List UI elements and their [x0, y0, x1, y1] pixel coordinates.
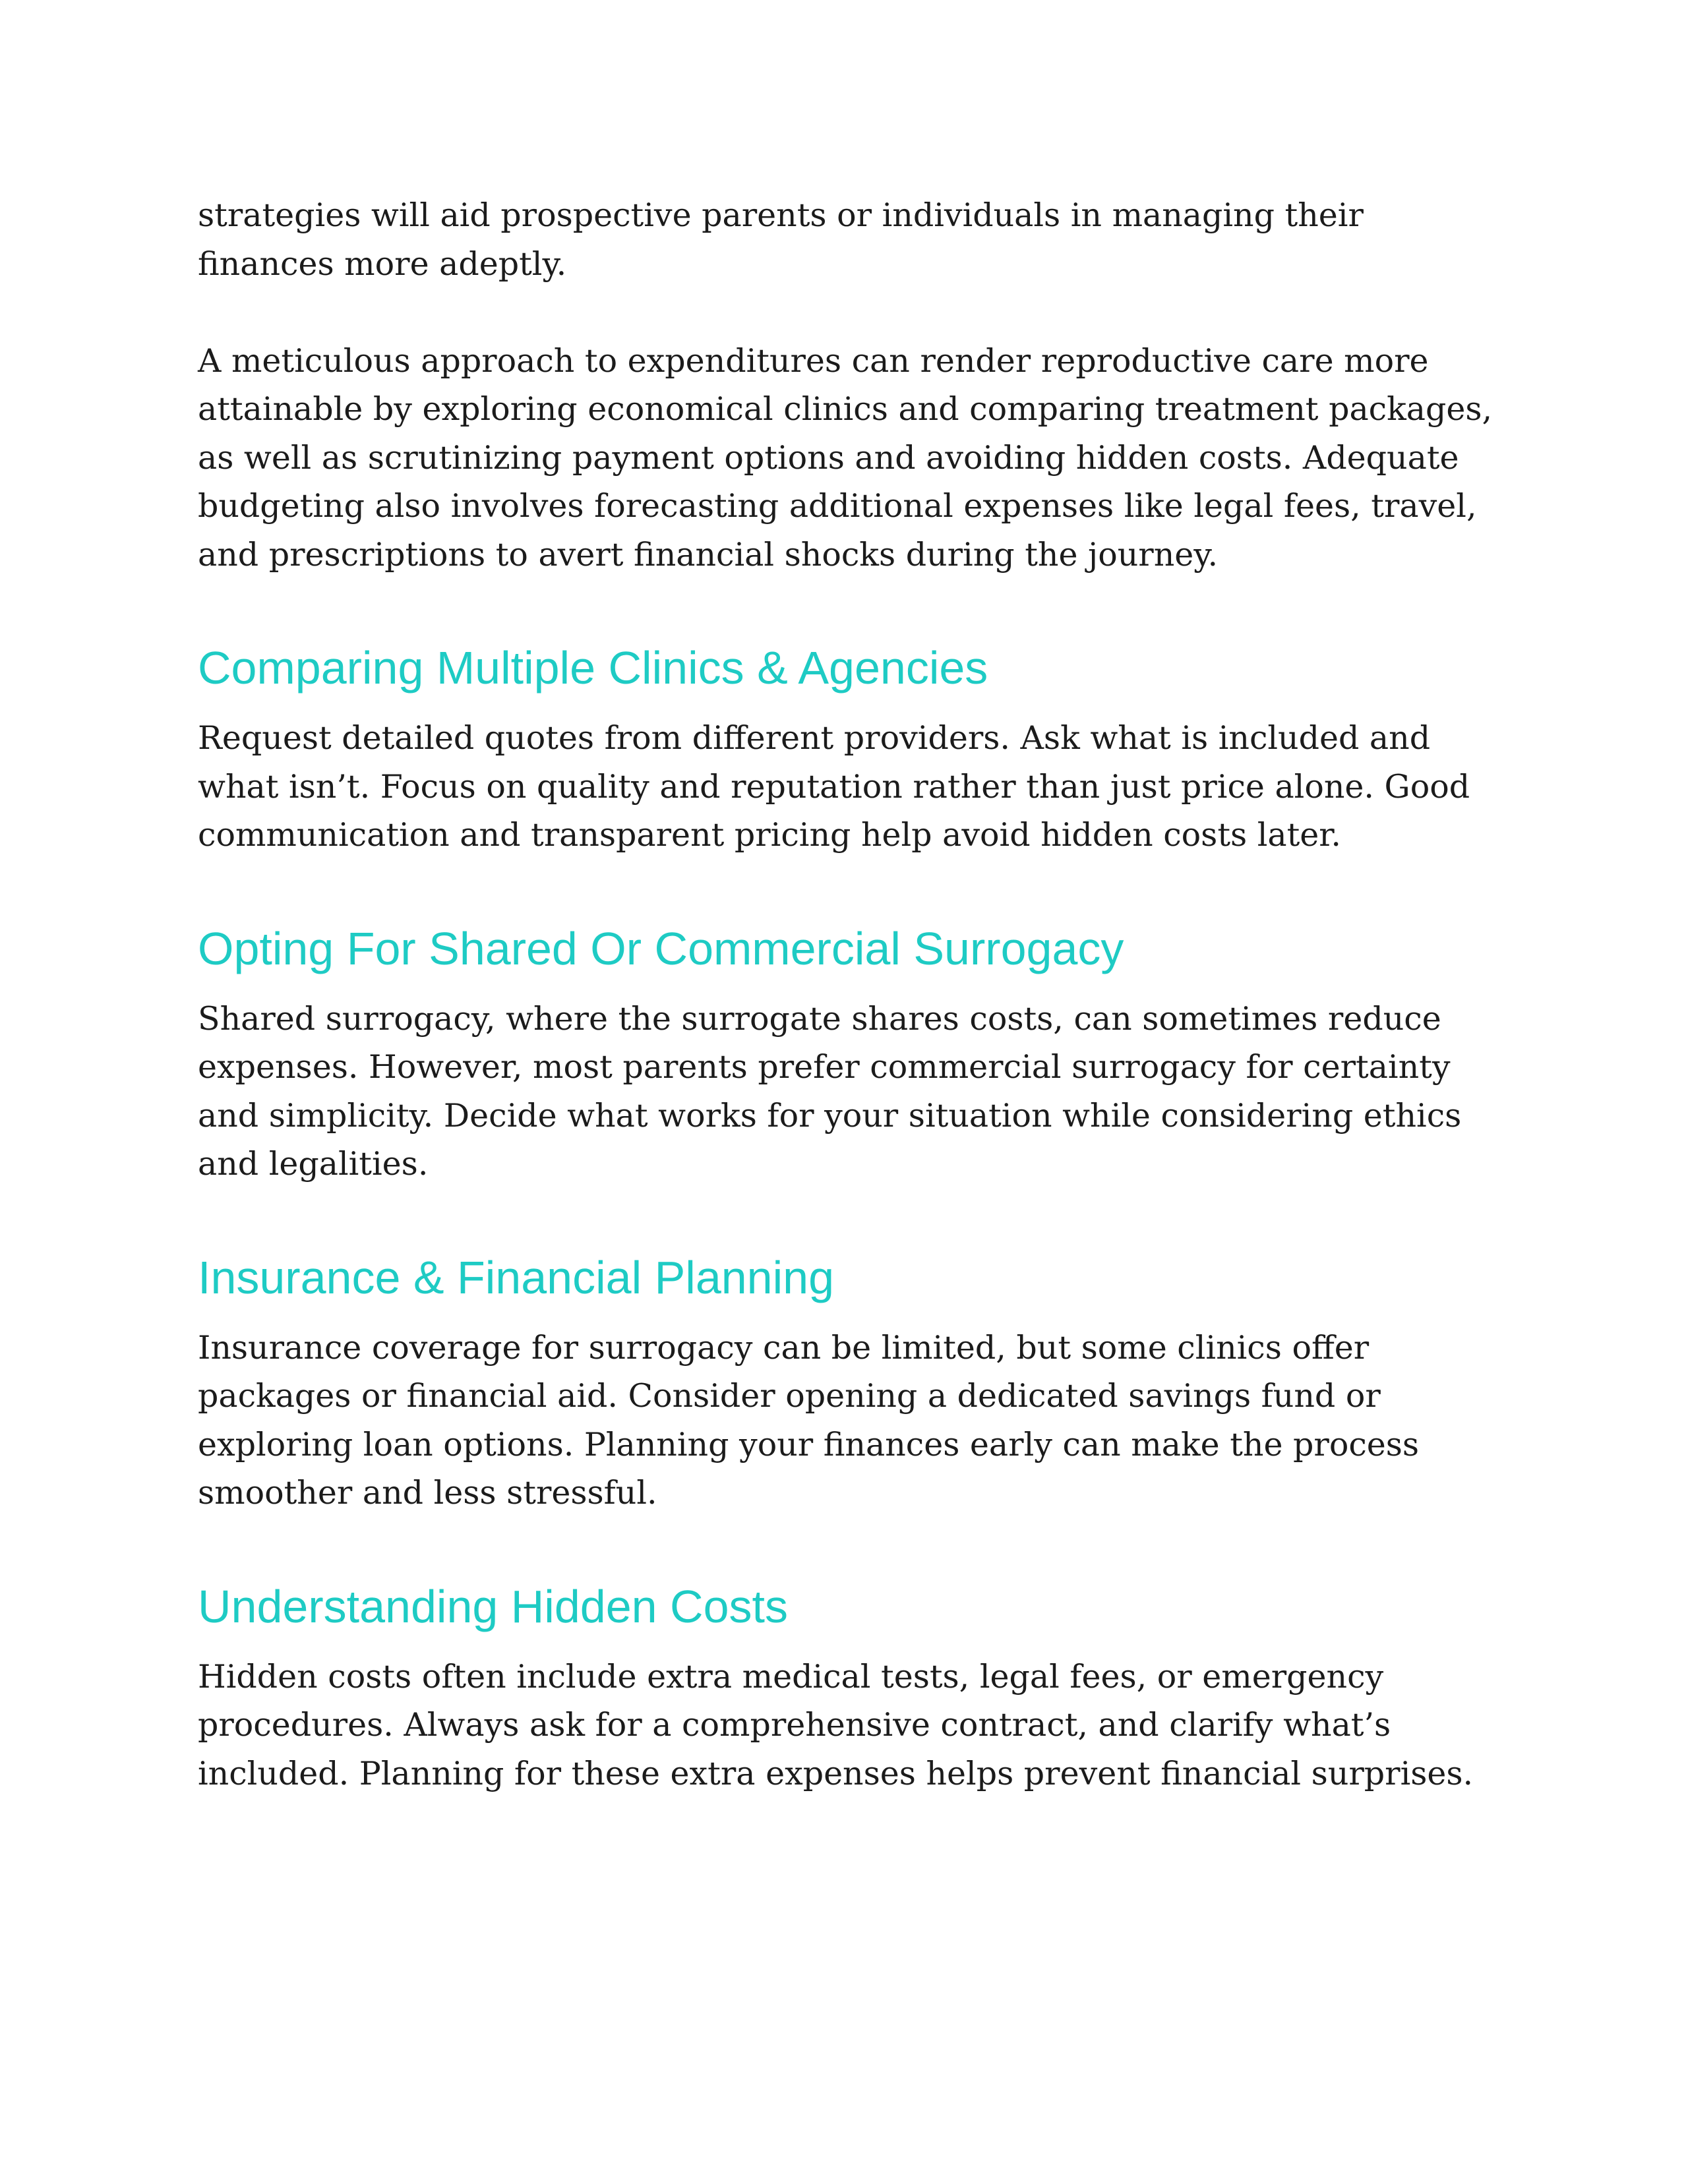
section-heading: Insurance & Financial Planning — [198, 1251, 835, 1303]
section-insurance-financial-planning — [198, 1251, 1517, 1518]
section-body: Request detailed quotes from different providers. Ask what is included and what isn’t. Focus on quality and reputation rather than just price alone. Good communication and transparent pricing help avoid hidden costs later. — [198, 719, 1470, 854]
section-body: Shared surrogacy, where the surrogate shares costs, can sometimes reduce expenses. However, most parents prefer commercial surrogacy for certainty and simplicity. Decide what works for your situation while considering ethics and legalities. — [198, 999, 1462, 1183]
section-heading: Understanding Hidden Costs — [198, 1580, 788, 1632]
document-page — [198, 191, 1517, 1798]
intro-paragraph-1: strategies will aid prospective parents or individuals in managing their finances more adeptly. — [198, 196, 1364, 283]
section-heading: Opting For Shared Or Commercial Surrogacy — [198, 922, 1124, 974]
section-shared-commercial-surrogacy — [198, 922, 1517, 1189]
section-body: Hidden costs often include extra medical tests, legal fees, or emergency procedures. Always ask for a comprehensive contract, and clarify what’s included. Planning for these extra expenses helps prevent financial surprises. — [198, 1657, 1474, 1792]
section-heading: Comparing Multiple Clinics & Agencies — [198, 642, 988, 694]
section-comparing-clinics — [198, 641, 1517, 860]
intro-paragraph-2: A meticulous approach to expenditures can render reproductive care more attainable by exploring economical clinics and comparing treatment packages, as well as scrutinizing payment options and avoiding hidden costs. Adequate budgeting also involves forecasting additional expenses like legal fees, travel, and prescriptions to avert financial shocks during the journey. — [198, 341, 1493, 574]
section-hidden-costs — [198, 1580, 1517, 1798]
section-body: Insurance coverage for surrogacy can be limited, but some clinics offer packages or financial aid. Consider opening a dedicated savings fund or exploring loan options. Planning your finances early can make the process smoother and less stressful. — [198, 1328, 1420, 1512]
